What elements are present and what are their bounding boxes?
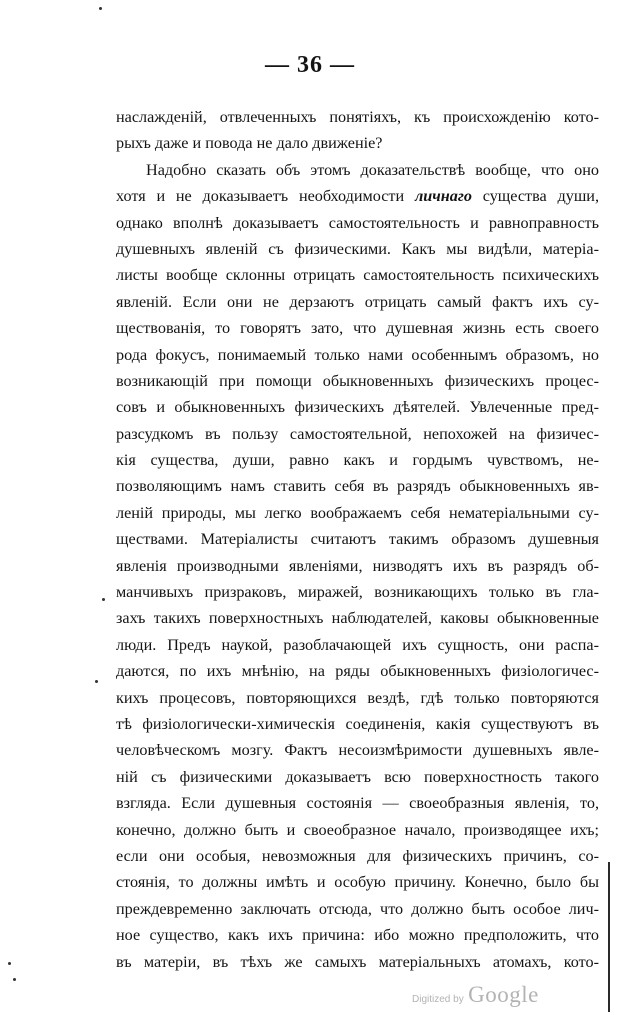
scan-speck xyxy=(99,7,102,10)
text-line: совъ и обыкновенныхъ физическихъ дѣятелей. Увлеченные пред- xyxy=(116,398,599,417)
text-line: если они особыя, невозможныя для физическихъ причинъ, со- xyxy=(116,846,599,865)
text-line: ществованія, то говорятъ зато, что душевная жизнь есть своего xyxy=(116,319,599,338)
text-line: ное существо, какъ ихъ причина: ибо можно предположить, что xyxy=(116,926,599,945)
text-line: кихъ процесовъ, повторяющихся вездѣ, гдѣ только повторяются xyxy=(116,688,599,707)
text-line: явленія производными явленіями, низводятъ ихъ въ разрядъ об- xyxy=(116,556,599,575)
text-line: ществами. Матеріалисты считаютъ такимъ образомъ душевныя xyxy=(116,530,599,549)
text-line: тѣ физіологически-химическія соединенія, какія существуютъ въ xyxy=(116,714,599,733)
text-line: даются, по ихъ мнѣнію, на ряды обыкновенныхъ физіологичес- xyxy=(116,662,599,681)
text-line: леній природы, мы легко воображаемъ себя нематеріальными су- xyxy=(116,503,599,522)
scan-speck xyxy=(102,598,105,601)
scan-speck xyxy=(8,962,11,965)
text-line: манчивыхъ призраковъ, миражей, возникающихъ только въ гла- xyxy=(116,583,599,602)
digitized-by-watermark xyxy=(412,982,539,1008)
text-line: преждевременно заключать отсюда, что должно быть особое лич- xyxy=(116,899,599,918)
emphasized-word: личнаго xyxy=(414,187,472,206)
text-line: люди. Предъ наукой, разоблачающей ихъ сущность, они распа- xyxy=(116,635,599,654)
text-line: кія существа, души, равно какъ и гордымъ чувствомъ, не- xyxy=(116,451,599,470)
text-line-with-emphasis: хотя и не доказываетъ необходимости личнаго существа души, xyxy=(116,187,599,206)
scan-edge-line xyxy=(608,862,610,1012)
scan-speck xyxy=(13,978,16,981)
page-number: — 36 — xyxy=(265,52,355,78)
text-line: позволяющимъ намъ ставить себя въ разрядъ обыкновенныхъ яв- xyxy=(116,477,599,496)
text-line: душевныхъ явленій съ физическими. Какъ мы видѣли, матеріа- xyxy=(116,239,599,258)
text-line: возникающій при помощи обыкновенныхъ физическихъ процес- xyxy=(116,371,599,390)
text-line: рода фокусъ, понимаемый только нами особеннымъ образомъ, но xyxy=(116,345,599,364)
text-line: однако вполнѣ доказываетъ самостоятельность и равноправность xyxy=(116,213,599,232)
text-line: захъ такихъ поверхностныхъ наблюдателей, каковы обыкновенные xyxy=(116,609,599,628)
text-line: взгляда. Если душевныя состоянія — своеобразныя явленія, то, xyxy=(116,794,599,813)
google-logo: Google xyxy=(468,982,539,1007)
text-line: въ матеріи, въ тѣхъ же самыхъ матеріальныхъ атомахъ, кото- xyxy=(116,952,599,971)
text-line: Надобно сказать объ этомъ доказательствѣ вообще, что оно xyxy=(146,160,599,179)
text-line: разсудкомъ въ пользу самостоятельной, непохожей на физичес- xyxy=(116,424,599,443)
watermark-prefix: Digitized by xyxy=(412,994,464,1005)
text-line: наслажденій, отвлеченныхъ понятіяхъ, къ происхожденію кото- xyxy=(116,108,599,126)
text-line: стоянія, то должны имѣть и особую причину. Конечно, было бы xyxy=(116,873,599,892)
text-line: конечно, должно быть и своеобразное начало, производящее ихъ; xyxy=(116,820,599,839)
text-line: явленій. Если они не дерзаютъ отрицать самый фактъ ихъ су- xyxy=(116,292,599,311)
text-line: рыхъ даже и повода не дало движеніе? xyxy=(116,134,383,153)
scan-speck xyxy=(95,680,98,683)
text-line: человѣческомъ мозгу. Фактъ несоизмѣримости душевныхъ явле- xyxy=(116,741,599,760)
text-line: листы вообще склонны отрицать самостоятельность психическихъ xyxy=(116,266,599,285)
text-line: ній съ физическими доказываетъ всю поверхностность такого xyxy=(116,767,599,786)
body-text xyxy=(116,104,599,975)
